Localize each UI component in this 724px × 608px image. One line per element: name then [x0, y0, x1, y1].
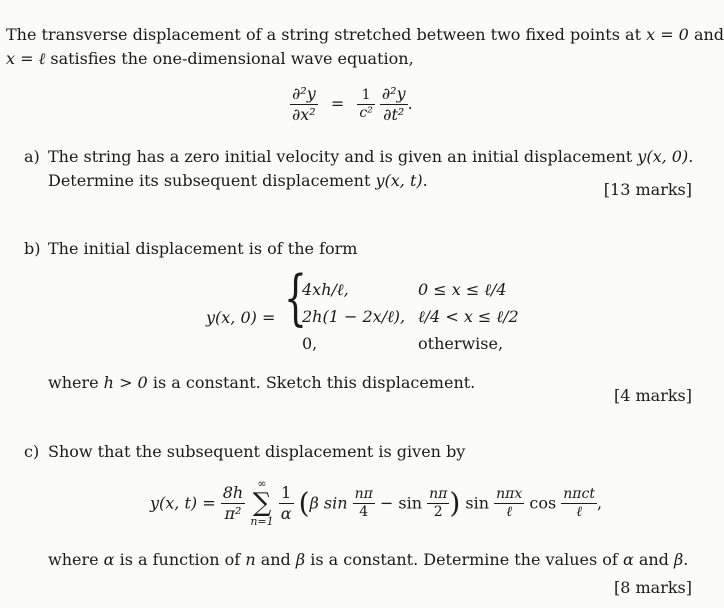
series-equation: y(x, t) = $\frac{8h}{\text{π²}}$ ∞ ∑ n=1 $\frac{1}{\alpha}$ (β sin $\frac{n\pi}{4}$ − sin $\frac{n\pi}{2}$ ) sin $\frac{\text{nπx}}{\text{ℓ}}$ cos $\frac{\text{nπct}}{\text{ℓ}}$ , [150, 477, 603, 528]
intro-text: satisfies the one-dimensional wave equation, [45, 49, 414, 68]
intro-math: x = ℓ [6, 49, 46, 68]
intro-line-1 [6, 24, 724, 46]
part-c-label: c) [24, 442, 40, 461]
inverse-alpha: $\frac{1}{\alpha}$ [280, 482, 292, 523]
case-3-cond: otherwise, [418, 334, 504, 353]
part-a-line-2: Determine its subsequent displacement y(x, t). [48, 171, 428, 190]
intro-line-2 [6, 48, 414, 70]
part-a-marks: [13 marks] [603, 180, 692, 199]
case-2-cond: ℓ/4 < x ≤ ℓ/2 [418, 307, 519, 326]
piecewise-brace: { [284, 263, 307, 333]
rhs-fraction: $\frac{\text{∂²y}}{\text{∂t²}}$ [381, 84, 406, 124]
part-c-marks: [8 marks] [613, 578, 692, 597]
part-b-label: b) [24, 239, 41, 258]
lhs-fraction: $\frac{\text{∂²y}}{\text{∂x²}}$ [292, 84, 316, 124]
summation: ∞ ∑ n=1 [250, 477, 274, 528]
piecewise-lhs: y(x, 0) = [206, 308, 276, 327]
wave-equation: $\frac{\text{∂²y}}{\text{∂x²}}$ = $\frac{1}{\text{c²}}$ $\frac{\text{∂²y}}{\text{∂t²}}$ . [292, 84, 413, 124]
coef-fraction: $\frac{1}{\text{c²}}$ [359, 87, 373, 121]
part-b-line-2: where h > 0 is a constant. Sketch this displacement. [48, 373, 476, 392]
case-2-expr: 2h(1 − 2x/ℓ), [302, 307, 406, 326]
case-1-expr: 4xh/ℓ, [302, 280, 349, 299]
case-1-cond: 0 ≤ x ≤ ℓ/4 [418, 280, 507, 299]
coef-fraction: $\frac{8h}{\text{π²}}$ [222, 482, 244, 523]
intro-text: and [688, 25, 724, 44]
part-b-line-1: The initial displacement is of the form [48, 239, 358, 258]
case-3-expr: 0, [302, 334, 318, 353]
part-b-marks: [4 marks] [613, 386, 692, 405]
intro-text: The transverse displacement of a string stretched between two fixed points at [6, 25, 647, 44]
part-c-line-2: where α is a function of n and β is a constant. Determine the values of α and β. [48, 550, 689, 569]
part-a-label: a) [24, 147, 40, 166]
intro-math: x = 0 [646, 25, 689, 44]
part-a-line-1: The string has a zero initial velocity and is given an initial displacement y(x, 0). [48, 147, 694, 166]
part-c-line-1: Show that the subsequent displacement is given by [48, 442, 466, 461]
